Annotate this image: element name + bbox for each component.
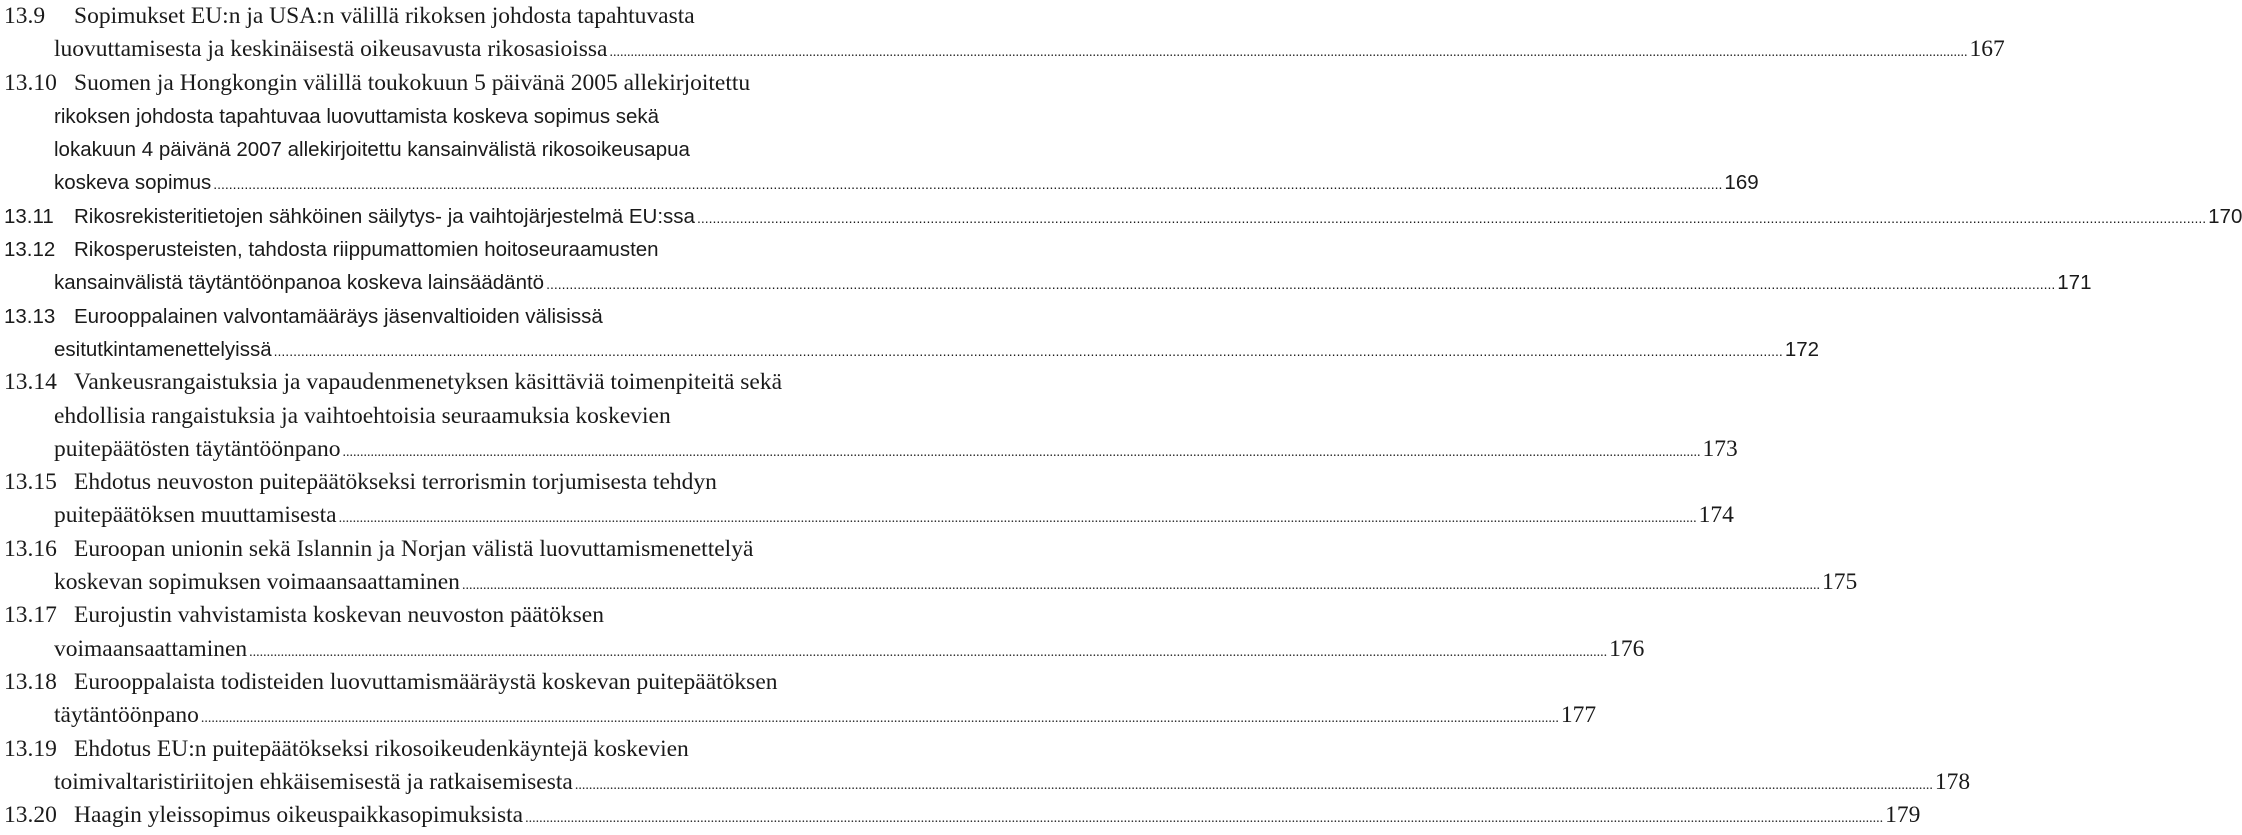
- entry-number: 13.11: [4, 204, 54, 228]
- table-of-contents: [4, 0, 2242, 832]
- entry-title-line: toimivaltaristiriitojen ehkäisemisestä ja ratkaisemisesta: [54, 768, 573, 795]
- entry-title-line: puitepäätöksen muuttamisesta: [54, 502, 337, 529]
- page-number: 177: [1560, 702, 1597, 729]
- dot-leader: [343, 436, 1701, 469]
- toc-entry-13-19[interactable]: [4, 733, 954, 766]
- entry-title-line: koskeva sopimus: [54, 171, 212, 195]
- toc-entry-13-14-cont[interactable]: [4, 433, 1738, 466]
- toc-entry-13-9[interactable]: [4, 0, 954, 33]
- dot-leader: [213, 168, 1722, 201]
- toc-entry-13-10-cont[interactable]: [4, 133, 954, 166]
- page-number: 175: [1821, 569, 1858, 596]
- toc-entry-13-17[interactable]: [4, 599, 954, 632]
- toc-entry-13-17-cont[interactable]: [4, 633, 1645, 666]
- entry-title-line: Eurooppalainen valvontamääräys jäsenvaltioiden välisissä: [74, 304, 603, 328]
- toc-entry-13-10-cont[interactable]: [4, 166, 1759, 199]
- entry-title-line: Eurooppalaista todisteiden luovuttamismääräystä koskevan puitepäätöksen: [74, 668, 778, 695]
- entry-title-line: rikoksen johdosta tapahtuvaa luovuttamista koskeva sopimus sekä: [54, 104, 660, 128]
- entry-title-line: Haagin yleissopimus oikeuspaikkasopimuksista: [74, 802, 524, 829]
- entry-number: 13.20: [4, 802, 57, 829]
- dot-leader: [274, 335, 1783, 368]
- entry-title-line: voimaansaattaminen: [54, 635, 248, 662]
- toc-entry-13-13[interactable]: [4, 300, 954, 333]
- entry-title-line: Ehdotus EU:n puitepäätökseksi rikosoikeudenkäyntejä koskevien: [74, 735, 689, 762]
- entry-number: 13.18: [4, 668, 57, 695]
- entry-title-line: puitepäätösten täytäntöönpano: [54, 435, 341, 462]
- dot-leader: [201, 702, 1559, 735]
- page-number: 167: [1969, 36, 2005, 63]
- entry-title-line: Rikosrekisteritietojen sähköinen säilytys- ja vaihtojärjestelmä EU:ssa: [74, 204, 695, 228]
- toc-entry-13-10-cont[interactable]: [4, 100, 954, 133]
- entry-number: 13.12: [4, 238, 56, 262]
- dot-leader: [249, 636, 1607, 669]
- page-number: 174: [1698, 502, 1734, 529]
- entry-title-line: Ehdotus neuvoston puitepäätökseksi terrorismin torjumisesta tehdyn: [74, 469, 717, 496]
- toc-entry-13-11[interactable]: [4, 200, 2242, 233]
- dot-leader: [525, 802, 1883, 835]
- entry-number: 13.9: [4, 3, 46, 29]
- dot-leader: [609, 36, 1967, 69]
- page-number: 172: [1784, 337, 1820, 361]
- toc-entry-13-16-cont[interactable]: [4, 566, 1858, 599]
- entry-title-line: täytäntöönpano: [54, 702, 199, 729]
- page-number: 170: [2208, 204, 2242, 228]
- toc-entry-13-16[interactable]: [4, 533, 954, 566]
- toc-entry-13-18-cont[interactable]: [4, 699, 1597, 732]
- dot-leader: [339, 502, 1697, 535]
- toc-entry-13-13-cont[interactable]: [4, 333, 1820, 366]
- page-number: 169: [1724, 171, 1759, 195]
- entry-number: 13.16: [4, 535, 57, 562]
- entry-title-line: Vankeusrangaistuksia ja vapaudenmenetyksen käsittäviä toimenpiteitä sekä: [74, 369, 783, 396]
- entry-number: 13.19: [4, 735, 57, 762]
- entry-title-line: ehdollisia rangaistuksia ja vaihtoehtoisia seuraamuksia koskevien: [54, 402, 671, 429]
- toc-entry-13-14[interactable]: [4, 366, 954, 399]
- entry-number: 13.15: [4, 469, 57, 496]
- entry-title-line: Eurojustin vahvistamista koskevan neuvoston päätöksen: [74, 602, 604, 629]
- dot-leader: [575, 769, 1933, 802]
- entry-title-line: lokakuun 4 päivänä 2007 allekirjoitettu kansainvälistä rikosoikeusapua: [54, 138, 690, 162]
- dot-leader: [697, 202, 2206, 235]
- toc-entry-13-9-cont[interactable]: [4, 33, 2005, 66]
- entry-title-line: Sopimukset EU:n ja USA:n välillä rikoksen johdosta tapahtuvasta: [74, 3, 695, 29]
- toc-entry-13-18[interactable]: [4, 666, 954, 699]
- toc-entry-13-20[interactable]: [4, 799, 1921, 832]
- page-number: 176: [1609, 635, 1645, 662]
- entry-number: 13.10: [4, 69, 57, 96]
- entry-title-line: Rikosperusteisten, tahdosta riippumattomien hoitoseuraamusten: [74, 238, 659, 262]
- entry-title-line: esitutkintamenettelyissä: [54, 337, 272, 361]
- dot-leader: [462, 569, 1820, 602]
- entry-title-line: Suomen ja Hongkongin välillä toukokuun 5 päivänä 2005 allekirjoitettu: [74, 69, 751, 96]
- toc-entry-13-12-cont[interactable]: [4, 266, 2092, 299]
- page-number: 179: [1885, 802, 1921, 829]
- dot-leader: [546, 268, 2055, 301]
- toc-entry-13-10[interactable]: [4, 67, 954, 100]
- entry-title-line: luovuttamisesta ja keskinäisestä oikeusavusta rikosasioissa: [54, 36, 608, 63]
- entry-number: 13.13: [4, 304, 56, 328]
- entry-title-line: kansainvälistä täytäntöönpanoa koskeva lainsäädäntö: [54, 271, 545, 295]
- page-number: 178: [1934, 768, 1971, 795]
- entry-number: 13.17: [4, 602, 57, 629]
- page-number: 173: [1702, 435, 1738, 462]
- toc-entry-13-14-cont[interactable]: [4, 400, 954, 433]
- toc-entry-13-12[interactable]: [4, 233, 954, 266]
- entry-number: 13.14: [4, 369, 57, 396]
- toc-entry-13-15-cont[interactable]: [4, 499, 1734, 532]
- page-number: 171: [2057, 271, 2092, 295]
- entry-title-line: koskevan sopimuksen voimaansaattaminen: [54, 569, 460, 596]
- toc-entry-13-15[interactable]: [4, 466, 954, 499]
- entry-title-line: Euroopan unionin sekä Islannin ja Norjan välistä luovuttamismenettelyä: [74, 535, 754, 562]
- toc-entry-13-19-cont[interactable]: [4, 766, 1971, 799]
